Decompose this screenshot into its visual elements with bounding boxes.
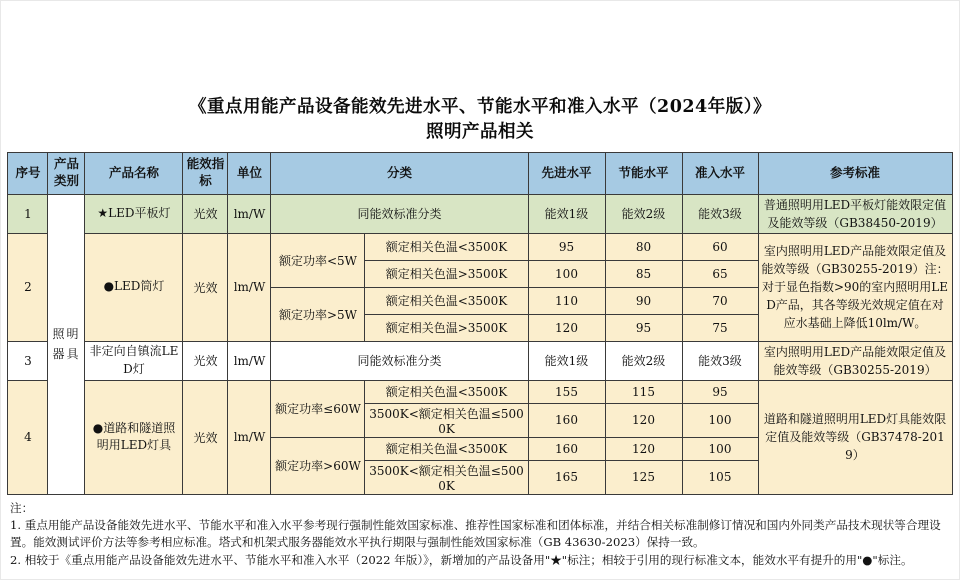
cell-saving: 115 <box>605 380 682 403</box>
cell-unit-3: lm/W <box>228 341 271 380</box>
cell-power-group: 额定功率>60W <box>271 437 365 494</box>
cell-name-4: ●道路和隧道照明用LED灯具 <box>85 380 183 494</box>
cell-saving: 125 <box>605 460 682 494</box>
cell-indicator-3: 光效 <box>183 341 228 380</box>
cell-advanced: 95 <box>528 233 605 260</box>
cell-seq-1: 1 <box>8 194 48 233</box>
cell-advanced: 110 <box>528 287 605 314</box>
cell-indicator-2: 光效 <box>183 233 228 341</box>
cell-name-1: ★LED平板灯 <box>85 194 183 233</box>
cell-cct: 额定相关色温<3500K <box>365 380 528 403</box>
cell-saving-1: 能效2级 <box>605 194 682 233</box>
footnotes <box>10 500 950 570</box>
cell-indicator-1: 光效 <box>183 194 228 233</box>
cell-entry: 95 <box>682 380 758 403</box>
cell-entry-1: 能效3级 <box>682 194 758 233</box>
header-entry-level: 准入水平 <box>682 152 758 194</box>
cell-cct: 额定相关色温<3500K <box>365 233 528 260</box>
table-row <box>8 341 952 380</box>
header-saving-level: 节能水平 <box>605 152 682 194</box>
cell-saving: 90 <box>605 287 682 314</box>
cell-advanced: 165 <box>528 460 605 494</box>
cell-indicator-4: 光效 <box>183 380 228 494</box>
cell-classification-1: 同能效标准分类 <box>271 194 528 233</box>
cell-advanced: 155 <box>528 380 605 403</box>
cell-advanced: 160 <box>528 437 605 460</box>
header-indicator: 能效指标 <box>183 152 228 194</box>
cell-unit-4: lm/W <box>228 380 271 494</box>
table-header-row <box>8 152 952 194</box>
cell-advanced: 120 <box>528 314 605 341</box>
table-row <box>8 233 952 260</box>
header-category: 产品类别 <box>48 152 85 194</box>
cell-advanced-1: 能效1级 <box>528 194 605 233</box>
table-row <box>8 194 952 233</box>
footnote-label: 注： <box>10 500 34 515</box>
cell-cct: 额定相关色温>3500K <box>365 314 528 341</box>
table-row <box>8 380 952 403</box>
cell-reference-4: 道路和隧道照明用LED灯具能效限定值及能效等级（GB37478-2019） <box>758 380 952 494</box>
cell-saving: 120 <box>605 437 682 460</box>
cell-reference-3: 室内照明用LED产品能效限定值及能效等级（GB30255-2019） <box>758 341 952 380</box>
page-subtitle: 照明产品相关 <box>426 121 534 142</box>
cell-advanced: 160 <box>528 403 605 437</box>
cell-entry: 65 <box>682 260 758 287</box>
cell-entry-3: 能效3级 <box>682 341 758 380</box>
cell-cct: 额定相关色温<3500K <box>365 437 528 460</box>
page-title: 《重点用能产品设备能效先进水平、节能水平和准入水平（2024年版）》 <box>189 97 771 117</box>
cell-reference-1: 普通照明用LED平板灯能效限定值及能效等级（GB38450-2019） <box>758 194 952 233</box>
cell-cct: 3500K<额定相关色温≤5000K <box>365 403 528 437</box>
header-seq: 序号 <box>8 152 48 194</box>
cell-advanced-3: 能效1级 <box>528 341 605 380</box>
cell-seq-3: 3 <box>8 341 48 380</box>
cell-classification-3: 同能效标准分类 <box>271 341 528 380</box>
cell-unit-2: lm/W <box>228 233 271 341</box>
cell-advanced: 100 <box>528 260 605 287</box>
cell-saving: 95 <box>605 314 682 341</box>
cell-entry: 60 <box>682 233 758 260</box>
footnote-item: 2. 相较于《重点用能产品设备能效先进水平、节能水平和准入水平（2022 年版）》，新增加的产品设备用"★"标注；相较于引用的现行标准文本，能效水平有提升的用"●"标注。 <box>10 552 913 567</box>
title-block <box>1 95 959 145</box>
cell-seq-2: 2 <box>8 233 48 341</box>
header-product-name: 产品名称 <box>85 152 183 194</box>
header-unit: 单位 <box>228 152 271 194</box>
cell-saving-3: 能效2级 <box>605 341 682 380</box>
footnote-item: 1. 重点用能产品设备能效先进水平、节能水平和准入水平参考现行强制性能效国家标准、推荐性国家标准和团体标准，并结合相关标准制修订情况和国内外同类产品技术现状等合理设置。能效测试评价方法等参考相应标准。塔式和机架式服务器能效水平执行期限与强制性能效国家标准（GB 43630-2023）保持一致。 <box>10 518 941 550</box>
cell-name-2: ●LED筒灯 <box>85 233 183 341</box>
header-advanced-level: 先进水平 <box>528 152 605 194</box>
cell-power-group: 额定功率>5W <box>271 287 365 341</box>
cell-saving: 120 <box>605 403 682 437</box>
cell-cct: 3500K<额定相关色温≤5000K <box>365 460 528 494</box>
cell-seq-4: 4 <box>8 380 48 494</box>
cell-entry: 100 <box>682 437 758 460</box>
cell-cct: 额定相关色温<3500K <box>365 287 528 314</box>
cell-power-group: 额定功率<5W <box>271 233 365 287</box>
header-reference-standard: 参考标准 <box>758 152 952 194</box>
cell-name-3: 非定向自镇流LED灯 <box>85 341 183 380</box>
cell-entry: 100 <box>682 403 758 437</box>
energy-efficiency-table <box>7 152 952 495</box>
cell-power-group: 额定功率≤60W <box>271 380 365 437</box>
cell-saving: 80 <box>605 233 682 260</box>
cell-cct: 额定相关色温>3500K <box>365 260 528 287</box>
cell-entry: 70 <box>682 287 758 314</box>
cell-entry: 105 <box>682 460 758 494</box>
cell-product-category: 照明器具 <box>48 194 85 494</box>
cell-unit-1: lm/W <box>228 194 271 233</box>
cell-reference-2: 室内照明用LED产品能效限定值及能效等级（GB30255-2019）注：对于显色指数>90的室内照明用LED产品，其各等级光效规定值在对应水基础上降低10lm/W。 <box>758 233 952 341</box>
header-classification: 分类 <box>271 152 528 194</box>
cell-entry: 75 <box>682 314 758 341</box>
cell-saving: 85 <box>605 260 682 287</box>
